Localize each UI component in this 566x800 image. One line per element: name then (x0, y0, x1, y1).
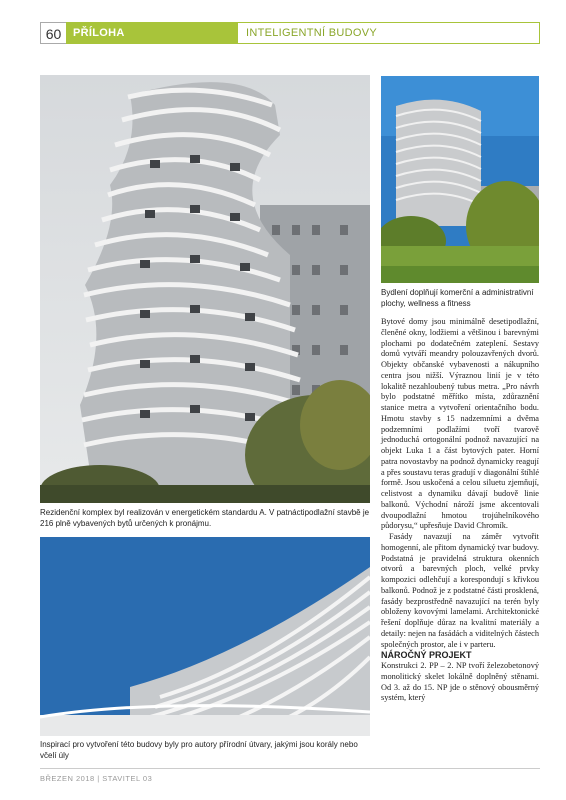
section-label: PŘÍLOHA (66, 22, 238, 44)
footer-text: BŘEZEN 2018 | STAVITEL 03 (40, 774, 153, 783)
article-paragraph: Bytové domy jsou minimálně desetipodlažní, členěné okny, lodžiemi a většinou i barevnými plochami po dodatečném zateplení. Sestavy domů vytváří meandry polouzavřených dvorů. Objekty občanské vybavenosti a nákupního centra jsou nižší. Výraznou linií je v této lokalitě nezahloubený tubus metra. „Pro návrh bylo podstatné měřítko místa, zdůraznění stanice metra a vytvoření orientačního bodu. Hmotu stavby s 15 nadzemními a dvěma podzemními podlažími tvoří tvarově jednoduchá ortogonální podnož navazující na objekt Luka 1 a část bytových pater. Horní patra novostavby na podnož dynamicky reagují a přes soustavu teras gradují v diagonální štíhlé formě. Jsou uskočená a celou siluetu zjemňují, celistvost a dynamiku dávají budově linie balkonů. Východní nároží jsme akcentovali dvoupodlažní hmotou trojúhelníkového půdorysu,“ upřesňuje David Chromík. (381, 317, 539, 531)
article-paragraph: Konstrukci 2. PP – 2. NP tvoří železobetonový monolitický skelet lokálně doplněný stěnami. Od 3. až do 15. NP jde o stěnový obousměrný systém, který (381, 661, 539, 703)
main-building-photo (40, 75, 370, 503)
footer-divider (40, 768, 540, 769)
article-body (381, 317, 539, 704)
balconies-photo (40, 537, 370, 736)
article-paragraph: Fasády navazují na záměr vytvořit homogenní, ale přitom dynamický tvar budovy. Podstatná je pravidelná struktura okenních otvorů a barevných ploch, velké prvky kompozici odlehčují a korespondují s křivkou balkonů. Podnož je z podstatné části prosklená, fasády bezprostředně navazující na terén byly obloženy kovovými lamelami. Architektonické řešení doplňuje důraz na kvalitní materiály a detaily: nejen na fasádách a viditelných částech společných prostor, ale i v parteru. (381, 532, 539, 649)
top-right-caption: Bydlení doplňují komerční a administrativní plochy, wellness a fitness (381, 288, 534, 308)
aerial-building-photo (381, 76, 539, 283)
page-number: 60 (40, 22, 66, 44)
bottom-left-caption: Inspirací pro vytvoření této budovy byly pro autory přírodní útvary, jakými jsou korály nebo včelí úly (40, 740, 358, 760)
main-photo-caption: Rezidenční komplex byl realizován v energetickém standardu A. V patnáctipodlažní stavbě je 216 plně vybavených bytů určených k pronájmu. (40, 508, 370, 528)
article-subheading: NÁROČNÝ PROJEKT (381, 650, 472, 661)
topic-label: INTELIGENTNÍ BUDOVY (238, 22, 540, 44)
